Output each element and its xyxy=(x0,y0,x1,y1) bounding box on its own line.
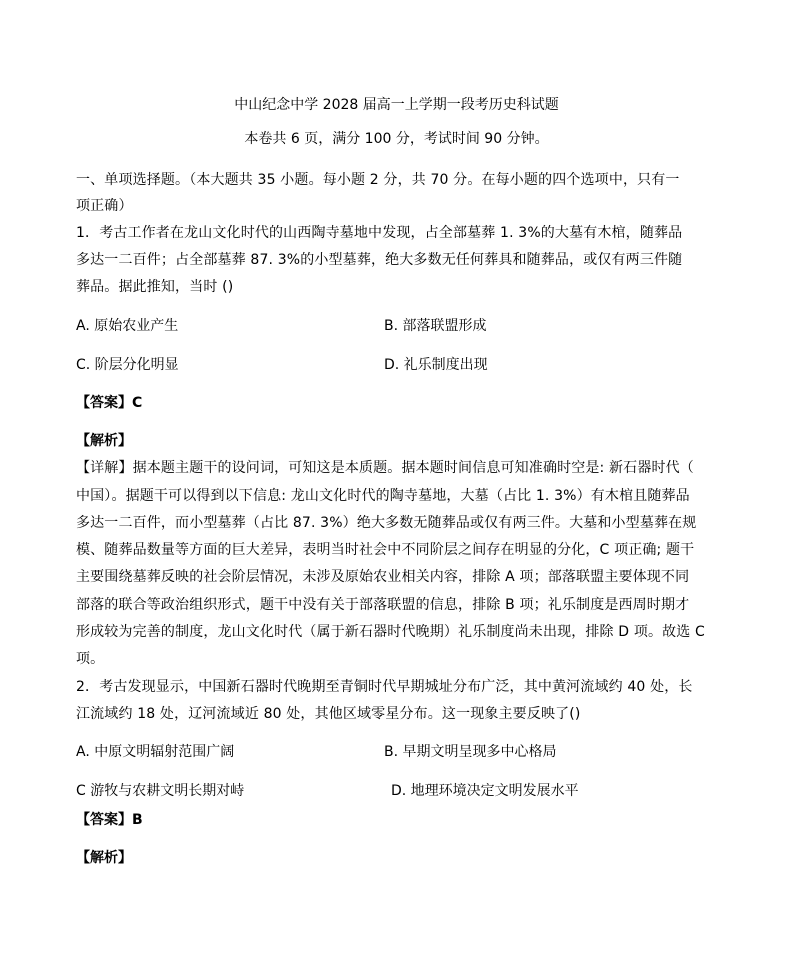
q1-stem-line3: 葬品。据此推知，当时 () xyxy=(76,279,234,295)
q2-answer: 【答案】B xyxy=(76,812,143,828)
q2-stem-line1: 2．考古发现显示，中国新石器时代晚期至青铜时代早期城址分布广泛，其中黄河流域约 40 处，长 xyxy=(76,679,693,695)
q1-option-c: C. 阶层分化明显 xyxy=(76,357,179,373)
q2-option-a: A. 中原文明辐射范围广阔 xyxy=(76,744,235,760)
q2-option-c: C 游牧与农耕文明长期对峙 xyxy=(76,783,245,799)
q1-detail-line3: 多达一二百件，而小型墓葬（占比 87. 3%）绝大多数无随葬品或仅有两三件。大墓和小型墓葬在规 xyxy=(76,515,697,531)
q2-option-d: D. 地理环境决定文明发展水平 xyxy=(391,783,579,799)
q1-option-d: D. 礼乐制度出现 xyxy=(384,357,488,373)
q1-option-b: B. 部落联盟形成 xyxy=(384,318,487,334)
q2-stem-line2: 江流域约 18 处，辽河流域近 80 处，其他区域零星分布。这一现象主要反映了() xyxy=(76,706,581,722)
section-heading-line2: 项正确） xyxy=(76,198,133,214)
q1-answer: 【答案】C xyxy=(76,395,143,411)
q1-detail-line5: 主要围绕墓葬反映的社会阶层情况，未涉及原始农业相关内容，排除 A 项；部落联盟主要体现不同 xyxy=(76,569,690,585)
q1-stem-line1: 1．考古工作者在龙山文化时代的山西陶寺墓地中发现，占全部墓葬 1. 3%的大墓有木棺，随葬品 xyxy=(76,225,683,241)
q1-option-a: A. 原始农业产生 xyxy=(76,318,179,334)
q1-detail-line1: 【详解】据本题主题干的设问词，可知这是本质题。据本题时间信息可知准确时空是: 新石器时代（ xyxy=(76,460,694,476)
q1-analysis-label: 【解析】 xyxy=(76,433,132,449)
q1-detail-line7: 形成较为完善的制度，龙山文化时代（属于新石器时代晚期）礼乐制度尚未出现，排除 D 项。故选 C xyxy=(76,624,705,640)
q1-detail-line2: 中国）。据题干可以得到以下信息: 龙山文化时代的陶寺墓地，大墓（占比 1. 3%）有木棺且随葬品 xyxy=(76,488,690,504)
q2-analysis-label: 【解析】 xyxy=(76,850,132,866)
q2-option-b: B. 早期文明呈现多中心格局 xyxy=(384,744,557,760)
exam-title: 中山纪念中学 2028 届高一上学期一段考历史科试题 xyxy=(234,97,559,113)
q1-stem-line2: 多达一二百件；占全部墓葬 87. 3%的小型墓葬，绝大多数无任何葬具和随葬品，或仅有两三件随 xyxy=(76,252,683,268)
q1-detail-line8: 项。 xyxy=(76,651,105,667)
section-heading-line1: 一、单项选择题。（本大题共 35 小题。每小题 2 分，共 70 分。在每小题的四个选项中，只有一 xyxy=(76,172,680,188)
exam-subtitle: 本卷共 6 页，满分 100 分，考试时间 90 分钟。 xyxy=(244,131,549,147)
q1-detail-line6: 部落的联合等政治组织形式，题干中没有关于部落联盟的信息，排除 B 项；礼乐制度是西周时期才 xyxy=(76,597,690,613)
q1-detail-line4: 模、随葬品数量等方面的巨大差异，表明当时社会中不同阶层之间存在明显的分化，C 项正确; 题干 xyxy=(76,542,695,558)
